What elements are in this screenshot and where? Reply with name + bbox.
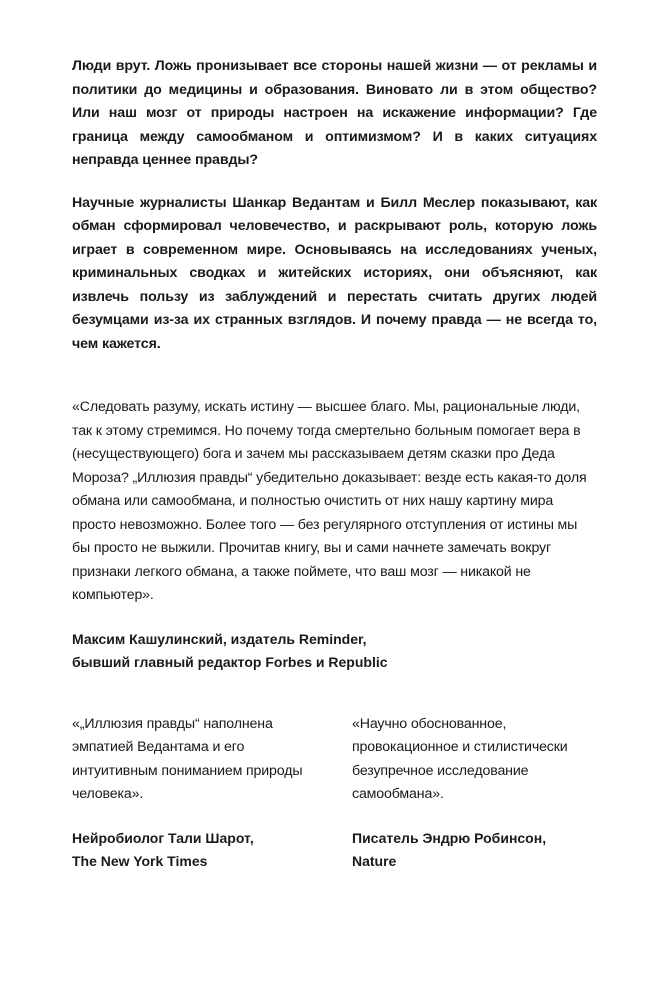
review-left-author: Нейробиолог Тали Шарот, bbox=[72, 829, 254, 846]
main-review-author: Максим Кашулинский, издатель Reminder, bbox=[72, 630, 367, 647]
review-columns bbox=[72, 713, 597, 874]
intro-paragraph-1: Люди врут. Ложь пронизывает все стороны нашей жизни — от рекламы и политики до медицины и образования. Виновато ли в этом общество? Или наш мозг от природы настроен на искажение информации? Где граница между самообманом и оптимизмом? И в каких ситуациях неправда ценнее правды? bbox=[72, 58, 597, 168]
review-right-author: Писатель Эндрю Робинсон, bbox=[352, 829, 547, 846]
review-left bbox=[72, 713, 317, 874]
review-left-source: The New York Times bbox=[72, 853, 208, 869]
main-review-author-role: бывший главный редактор Forbes и Republic bbox=[72, 654, 388, 670]
review-right bbox=[352, 713, 597, 874]
back-cover-text bbox=[72, 55, 597, 874]
review-right-quote: «Научно обоснованное, провокационное и стилистически безупречное исследование самообмана». bbox=[352, 715, 568, 802]
review-left-quote: «„Иллюзия правды“ наполнена эмпатией Ведантама и его интуитивным пониманием природы человека». bbox=[72, 715, 303, 802]
review-right-source: Nature bbox=[352, 853, 397, 869]
review-left-attribution bbox=[72, 827, 317, 874]
main-review-attribution bbox=[72, 628, 597, 675]
review-right-attribution bbox=[352, 827, 597, 874]
main-review-quote: «Следовать разуму, искать истину — высшее благо. Мы, рациональные люди, так к этому стремимся. Но почему тогда смертельно больным помогает вера в (несуществующего) бога и зачем мы рассказываем детям сказки про Деда Мороза? „Иллюзия правды“ убедительно доказывает: везде есть какая-то доля обмана или самообмана, и полностью очистить от них нашу картину мира просто невозможно. Более того — без регулярного отступления от истины мы бы просто не выжили. Прочитав книгу, вы и сами начнете замечать вокруг признаки легкого обмана, а также поймете, что ваш мозг — никакой не компьютер». bbox=[72, 399, 587, 603]
intro-paragraph-2: Научные журналисты Шанкар Ведантам и Билл Меслер показывают, как обман сформировал человечество, и раскрывают роль, которую ложь играет в современном мире. Основываясь на исследованиях ученых, криминальных сводках и житейских историях, они объясняют, как извлечь пользу из заблуждений и перестать считать других людей безумцами из-за их странных взглядов. И почему правда — не всегда то, чем кажется. bbox=[72, 194, 597, 352]
